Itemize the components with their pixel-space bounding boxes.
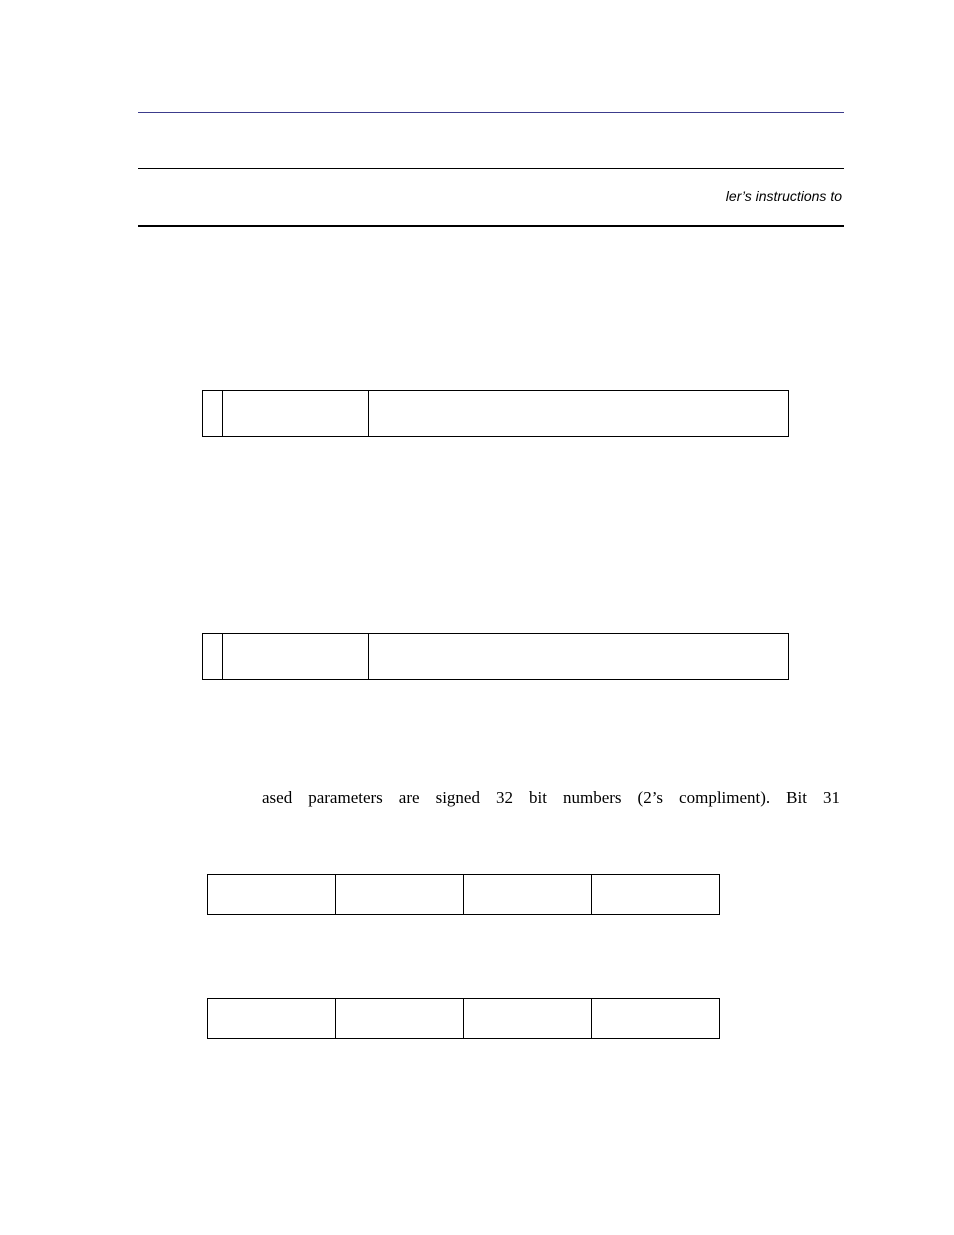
body-text-line: ased parameters are signed 32 bit numbers (2’s compliment). Bit 31 xyxy=(262,788,840,807)
header-middle-rule xyxy=(138,168,844,169)
table-cell xyxy=(223,634,369,680)
table-cell xyxy=(592,875,720,915)
header-top-rule xyxy=(138,112,844,113)
table-cell xyxy=(369,634,789,680)
table-cell xyxy=(208,999,336,1039)
table-cell xyxy=(464,875,592,915)
table-cell xyxy=(464,999,592,1039)
table-cell xyxy=(336,999,464,1039)
byte-table-1 xyxy=(207,874,720,915)
format-table-1 xyxy=(202,390,789,437)
table-cell xyxy=(203,391,223,437)
byte-table-2 xyxy=(207,998,720,1039)
table-cell xyxy=(208,875,336,915)
table-cell xyxy=(203,634,223,680)
table-cell xyxy=(223,391,369,437)
header-bottom-rule xyxy=(138,225,844,227)
table-cell xyxy=(336,875,464,915)
header-running-text: ler’s instructions to xyxy=(725,188,842,204)
table-cell xyxy=(369,391,789,437)
table-cell xyxy=(592,999,720,1039)
format-table-2 xyxy=(202,633,789,680)
